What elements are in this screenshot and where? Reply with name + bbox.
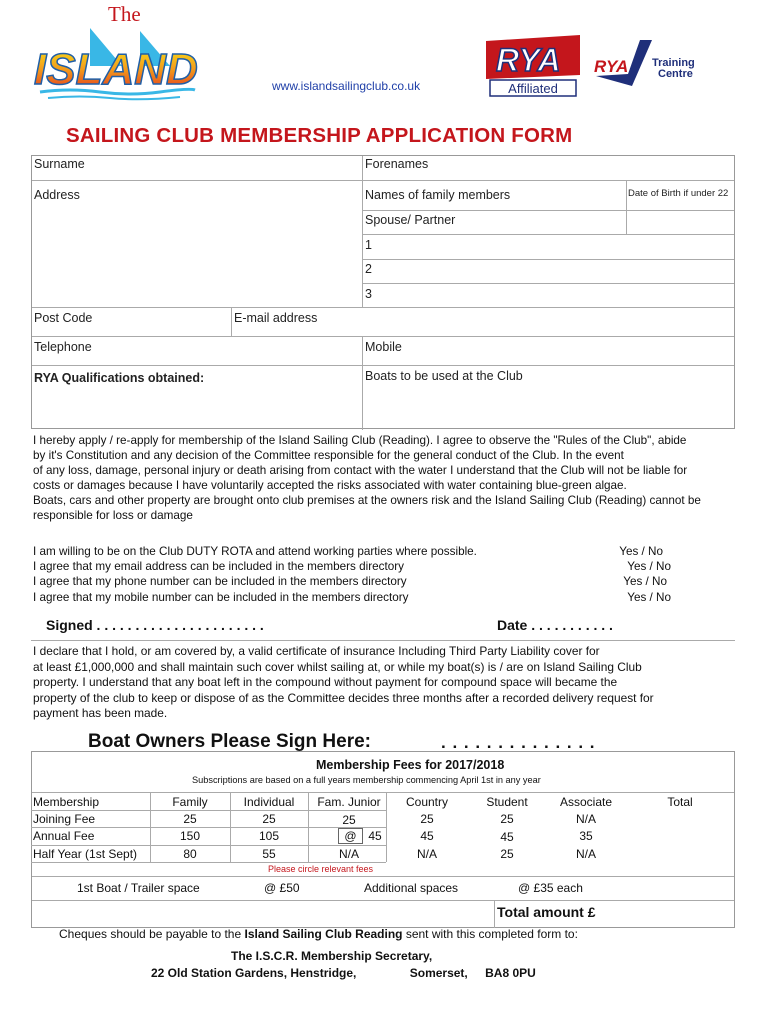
total-amount-field[interactable]: Total amount £ — [497, 904, 596, 920]
joining-country[interactable]: 25 — [420, 812, 434, 826]
signature-line[interactable]: Signed . . . . . . . . . . . . . . . . . . . . . . — [46, 617, 264, 633]
yes-no-choice[interactable]: Yes / No — [623, 575, 667, 588]
boat-owners-signature-line[interactable]: . . . . . . . . . . . . . . — [441, 733, 596, 752]
rya-tc-line2: Centre — [658, 68, 693, 80]
logo-the-text: The — [108, 2, 141, 26]
agreement-text: I agree that my phone number can be included in the members directory — [33, 575, 407, 588]
header-family: Family — [172, 795, 208, 809]
website-link[interactable]: www.islandsailingclub.co.uk — [272, 79, 421, 93]
annual-junior-at: @ — [344, 829, 357, 843]
rya-affiliated-mark: RYA — [496, 42, 561, 78]
insurance-line: payment has been made. — [33, 706, 168, 721]
agreement-text: I agree that my mobile number can be included in the members directory — [33, 591, 409, 604]
annual-student[interactable]: 45 — [500, 830, 514, 844]
rya-affiliated-label: Affiliated — [508, 81, 558, 96]
insurance-declaration — [33, 644, 733, 722]
joining-student[interactable]: 25 — [500, 812, 514, 826]
header-membership: Membership — [33, 795, 100, 809]
email-field[interactable]: E-mail address — [234, 311, 318, 325]
boat-space-label: 1st Boat / Trailer space — [77, 881, 200, 895]
header-total: Total — [667, 795, 693, 809]
additional-spaces-label: Additional spaces — [364, 881, 459, 895]
annual-junior[interactable]: 45 — [368, 829, 382, 843]
annual-country[interactable]: 45 — [420, 829, 434, 843]
half-junior[interactable]: N/A — [338, 847, 359, 861]
date-of-birth-field[interactable]: Date of Birth if under 22 — [628, 188, 729, 199]
yes-no-choice[interactable]: Yes / No — [627, 560, 671, 573]
additional-spaces-price[interactable]: @ £35 each — [518, 881, 583, 895]
joining-family[interactable]: 25 — [183, 812, 197, 826]
joining-associate[interactable]: N/A — [575, 812, 596, 826]
boats-field[interactable]: Boats to be used at the Club — [365, 369, 523, 383]
date-line[interactable]: Date . . . . . . . . . . . — [497, 617, 613, 633]
address-field[interactable]: Address — [34, 188, 80, 202]
rya-qualifications-field[interactable]: RYA Qualifications obtained: — [34, 371, 205, 385]
joining-individual[interactable]: 25 — [262, 812, 276, 826]
postcode-field[interactable]: Post Code — [34, 311, 93, 325]
forenames-field[interactable]: Forenames — [365, 157, 429, 171]
annual-individual[interactable]: 105 — [258, 829, 280, 843]
header-associate: Associate — [559, 795, 613, 809]
boat-space-price[interactable]: @ £50 — [264, 881, 300, 895]
application-form-box — [31, 155, 735, 429]
declaration-line: of any loss, damage, personal injury or death arising from contact with the water I understand that the Club will not be liable for — [33, 464, 688, 477]
annual-family[interactable]: 150 — [179, 829, 201, 843]
row-annual-fee-label: Annual Fee — [33, 829, 95, 843]
cheques-instruction — [59, 927, 578, 941]
cheques-text-pre: Cheques should be payable to the — [59, 927, 245, 941]
family-row-3[interactable]: 3 — [365, 287, 372, 301]
cheques-text-post: sent with this completed form to: — [402, 927, 578, 941]
half-student[interactable]: 25 — [500, 847, 514, 861]
cheques-payee: Island Sailing Club Reading — [244, 927, 403, 941]
family-members-field[interactable]: Names of family members — [365, 188, 511, 202]
logo-island-text: ISLAND — [34, 45, 198, 94]
rya-training-centre-logo — [592, 36, 704, 94]
address-line-2: Somerset, — [409, 966, 468, 980]
fees-subtitle: Subscriptions are based on a full years membership commencing April 1st in any year — [192, 775, 541, 785]
address-line-1: 22 Old Station Gardens, Henstridge, — [151, 966, 357, 980]
declaration-line: by it's Constitution and any decision of the Committee responsible for the general conduct of the Club. In the event — [33, 449, 624, 462]
declaration-text — [33, 433, 733, 523]
fees-title: Membership Fees for 2017/2018 — [316, 758, 505, 772]
yes-no-choice[interactable]: Yes / No — [619, 545, 663, 558]
agreement-phone — [33, 575, 673, 588]
half-individual[interactable]: 55 — [262, 847, 276, 861]
secretary-title: The I.S.C.R. Membership Secretary, — [231, 949, 433, 963]
secretary-address — [151, 966, 536, 980]
half-associate[interactable]: N/A — [575, 847, 596, 861]
agreement-email — [33, 560, 673, 573]
agreement-text: I am willing to be on the Club DUTY ROTA and attend working parties where possible. — [33, 545, 477, 558]
header-student: Student — [486, 795, 528, 809]
half-family[interactable]: 80 — [183, 847, 197, 861]
mobile-field[interactable]: Mobile — [365, 340, 402, 354]
declaration-line: Boats, cars and other property are brought onto club premises at the owners risk and the Island Sailing Club (Reading) cannot be — [33, 494, 701, 507]
island-logo — [30, 26, 200, 106]
agreement-duty-rota — [33, 545, 673, 558]
insurance-line: property of the club to keep or dispose of as the Committee decides three months after a recorded delivery request for — [33, 690, 654, 705]
surname-field[interactable]: Surname — [34, 157, 85, 171]
rya-tc-mark: RYA — [594, 57, 629, 76]
declaration-line: responsible for loss or damage — [33, 509, 193, 522]
page-title: SAILING CLUB MEMBERSHIP APPLICATION FORM — [66, 124, 573, 147]
rya-tc-line1: Training — [652, 57, 695, 69]
declaration-line: I hereby apply / re-apply for membership of the Island Sailing Club (Reading). I agree to observe the "Rules of the Club", abide — [33, 434, 687, 447]
address-postcode: BA8 0PU — [485, 966, 536, 980]
boat-owners-heading: Boat Owners Please Sign Here: — [88, 731, 371, 752]
joining-junior[interactable]: 25 — [342, 813, 356, 827]
declaration-line: costs or damages because I have voluntarily accepted the risks associated with water containing blue-green algae. — [33, 479, 627, 492]
family-row-1[interactable]: 1 — [365, 238, 372, 252]
row-joining-fee-label: Joining Fee — [33, 812, 96, 826]
header-fam-junior: Fam. Junior — [317, 795, 381, 809]
family-row-2[interactable]: 2 — [365, 262, 372, 276]
insurance-line: I declare that I hold, or am covered by, a valid certificate of insurance Including Third Party Liability cover for — [33, 644, 600, 658]
header-country: Country — [405, 795, 449, 809]
half-country[interactable]: N/A — [416, 847, 437, 861]
insurance-line: property. I understand that any boat left in the compound without payment for compound space will became the — [33, 675, 618, 690]
agreement-mobile — [33, 591, 673, 604]
circle-fees-note: Please circle relevant fees — [268, 864, 374, 874]
yes-no-choice[interactable]: Yes / No — [627, 591, 671, 604]
spouse-field[interactable]: Spouse/ Partner — [365, 213, 456, 227]
row-half-year-label: Half Year (1st Sept) — [33, 847, 138, 861]
header-individual: Individual — [243, 795, 295, 809]
agreement-text: I agree that my email address can be included in the members directory — [33, 560, 404, 573]
insurance-line: at least £1,000,000 and shall maintain such cover whilst sailing at, or while my boat(s) is / are on Island Sailing Club — [33, 659, 642, 674]
telephone-field[interactable]: Telephone — [34, 340, 92, 354]
rya-affiliated-logo — [484, 35, 582, 97]
annual-associate[interactable]: 35 — [579, 829, 593, 843]
